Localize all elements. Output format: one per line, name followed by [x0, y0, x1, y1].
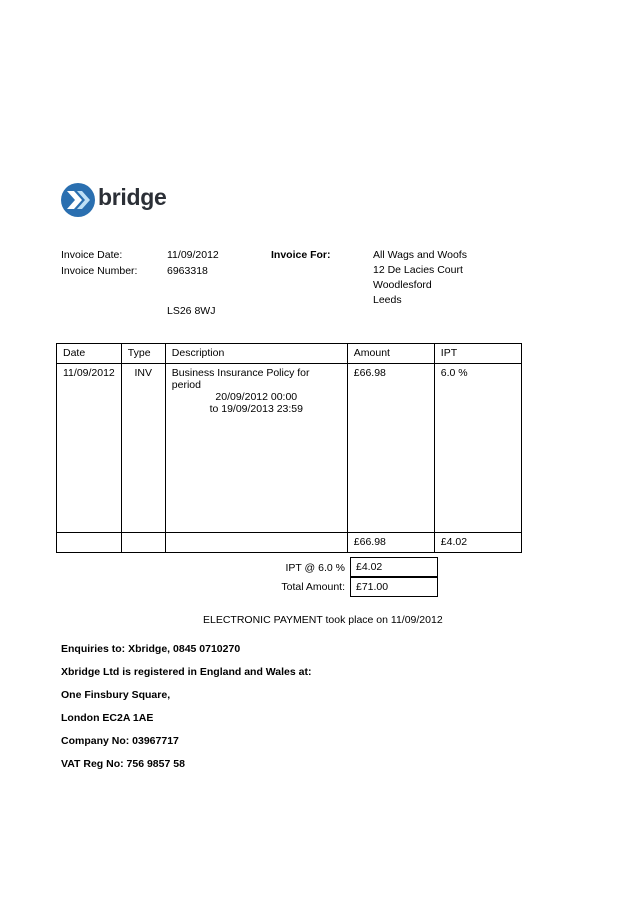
period-start: 20/09/2012 00:00: [215, 391, 298, 403]
address-line-3: Woodlesford: [373, 279, 432, 291]
registered-address-2: London EC2A 1AE: [61, 712, 154, 724]
description-text: Business Insurance Policy for period: [171, 367, 310, 391]
company-number: Company No: 03967717: [61, 735, 179, 747]
ipt-value: £4.02: [350, 557, 438, 577]
row-type: INV: [121, 364, 165, 533]
total-label: Total Amount:: [281, 581, 345, 593]
total-value: £71.00: [350, 577, 438, 597]
invoice-number: 6963318: [167, 265, 208, 277]
invoice-table: [56, 343, 522, 553]
xbridge-logo-icon: [60, 182, 96, 218]
enquiries-text: Enquiries to: Xbridge, 0845 0710270: [61, 643, 241, 655]
invoice-number-label: Invoice Number:: [61, 265, 138, 277]
ipt-label: IPT @ 6.0 %: [285, 562, 345, 574]
subtotal-ipt: £4.02: [434, 533, 521, 553]
subtotal-amount: £66.98: [347, 533, 434, 553]
logo-wordmark: bridge: [98, 184, 167, 210]
col-description-header: Description: [165, 344, 347, 364]
col-amount-header: Amount: [347, 344, 434, 364]
invoice-for-label: Invoice For:: [271, 249, 331, 261]
col-type-header: Type: [121, 344, 165, 364]
subtotal-row: [57, 533, 522, 553]
address-line-2: 12 De Lacies Court: [373, 264, 463, 276]
payment-note: ELECTRONIC PAYMENT took place on 11/09/2012: [203, 614, 443, 626]
xbridge-logo: [60, 182, 172, 218]
col-ipt-header: IPT: [434, 344, 521, 364]
postcode: LS26 8WJ: [167, 305, 216, 317]
address-line-4: Leeds: [373, 294, 402, 306]
registered-address-1: One Finsbury Square,: [61, 689, 171, 701]
table-header-row: [57, 344, 522, 364]
row-date: 11/09/2012: [57, 364, 122, 533]
address-line-1: All Wags and Woofs: [373, 249, 467, 261]
col-date-header: Date: [57, 344, 122, 364]
row-description: [165, 364, 347, 533]
invoice-date-label: Invoice Date:: [61, 249, 123, 261]
vat-number: VAT Reg No: 756 9857 58: [61, 758, 185, 770]
invoice-date: 11/09/2012: [167, 249, 219, 261]
registered-text: Xbridge Ltd is registered in England and Wales at:: [61, 666, 312, 678]
table-row: [57, 364, 522, 533]
row-ipt: 6.0 %: [434, 364, 521, 533]
period-end: to 19/09/2013 23:59: [209, 403, 303, 415]
row-amount: £66.98: [347, 364, 434, 533]
